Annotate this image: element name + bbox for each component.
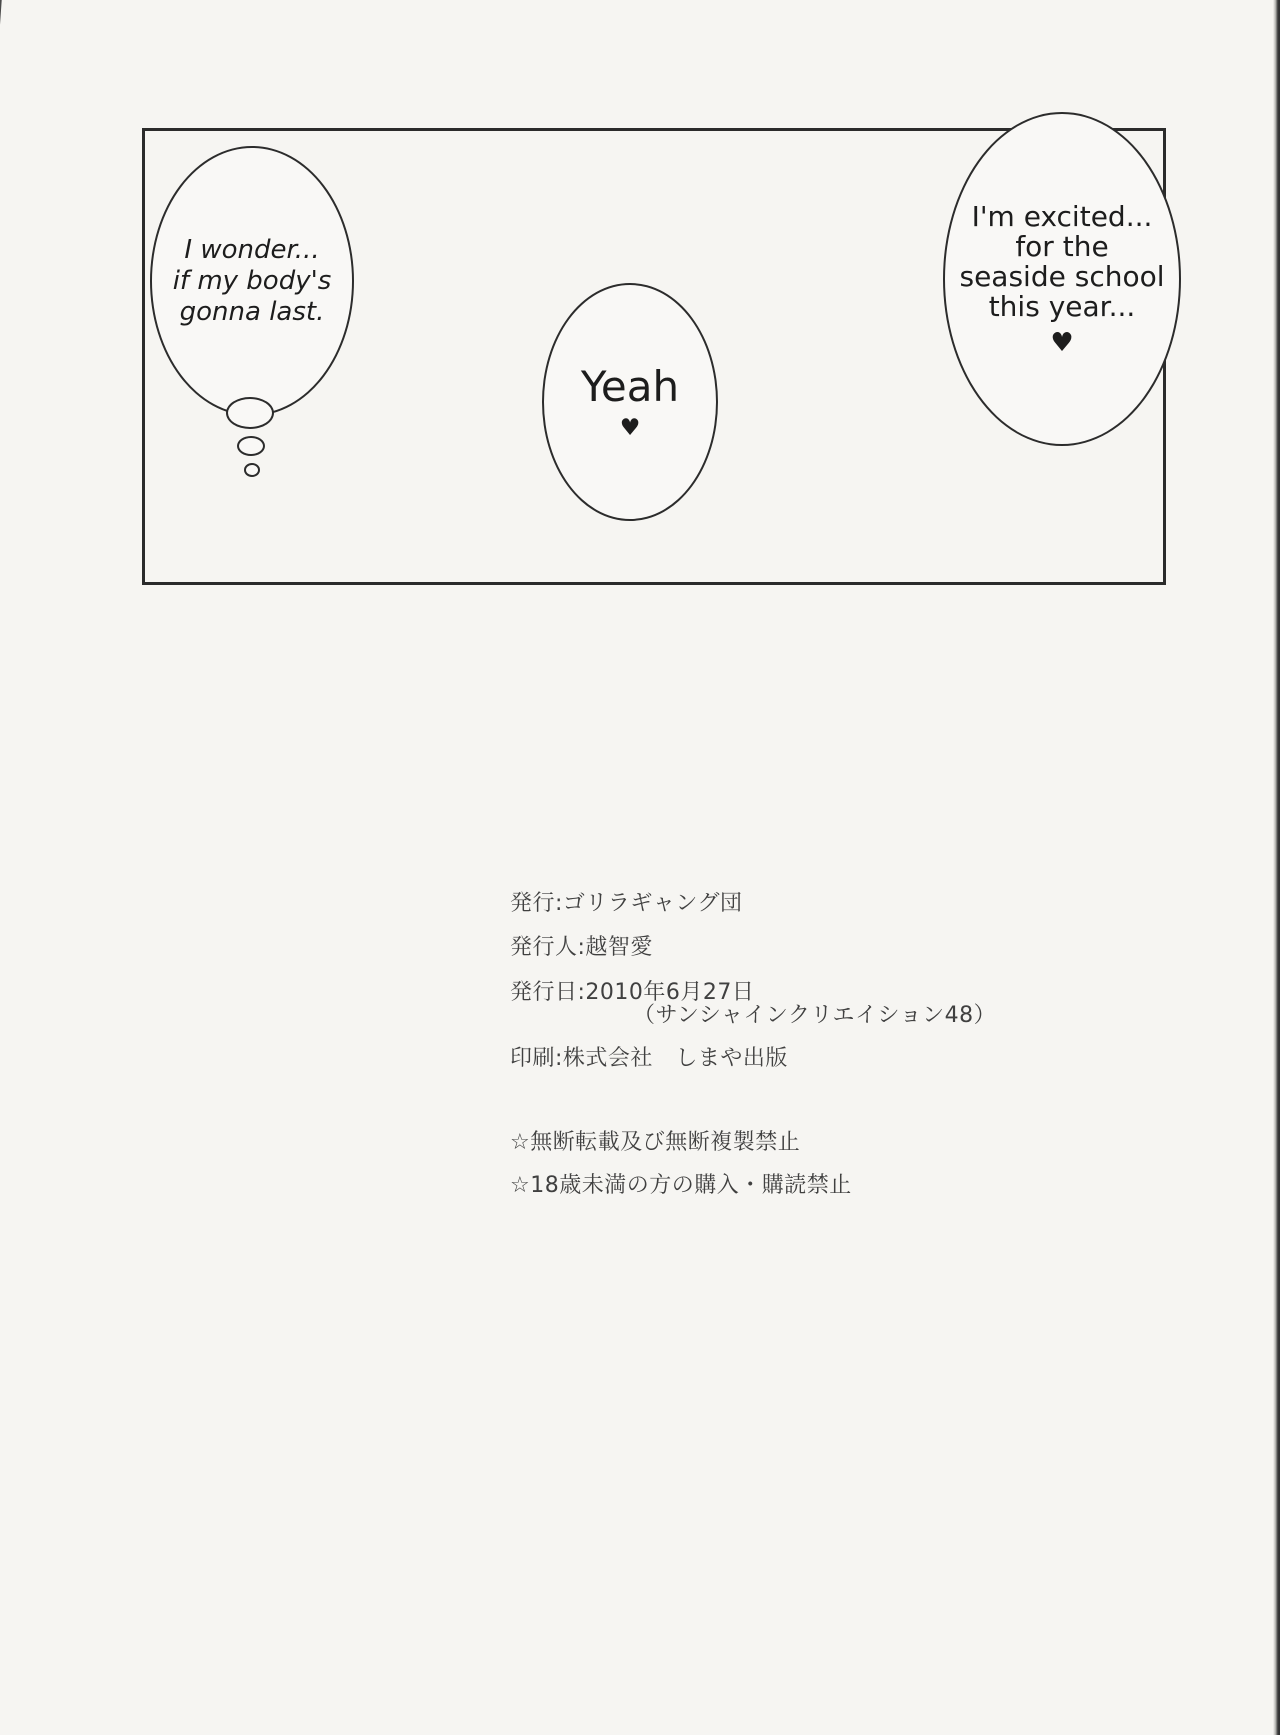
excited-bubble-line-1: I'm excited...	[971, 199, 1153, 233]
page-edge-shadow	[1273, 0, 1280, 1735]
excited-bubble-line-4: this year...	[988, 289, 1136, 323]
colophon-event: （サンシャインクリエイション48）	[633, 1003, 997, 1028]
excited-bubble-line-2: for the	[1015, 229, 1109, 263]
speech-bubble-excited	[943, 112, 1181, 446]
thought-trail-dot-small	[244, 463, 260, 477]
colophon-publisher-person: 発行人:越智愛	[510, 935, 653, 960]
thought-bubble-line-2: if my body's	[172, 265, 332, 296]
scan-artifact-corner	[0, 0, 2, 58]
thought-trail-dot-medium	[237, 436, 265, 456]
heart-icon: ♥	[619, 414, 641, 441]
thought-bubble	[150, 146, 354, 416]
thought-bubble-line-1: I wonder...	[184, 234, 320, 265]
speech-bubble-yeah	[542, 283, 718, 521]
thought-bubble-line-3: gonna last.	[179, 296, 325, 327]
colophon-notice-reprint: ☆無断転載及び無断複製禁止	[510, 1130, 801, 1155]
colophon-publisher: 発行:ゴリラギャング団	[510, 891, 743, 916]
thought-trail-dot-large	[226, 397, 274, 429]
colophon-publication-date: 発行日:2010年6月27日	[510, 980, 755, 1005]
colophon-printer: 印刷:株式会社 しまや出版	[510, 1046, 788, 1071]
yeah-text: Yeah	[580, 361, 680, 411]
excited-bubble-line-3: seaside school	[959, 259, 1165, 293]
heart-icon: ♥	[1050, 327, 1074, 358]
colophon-notice-age: ☆18歳未満の方の購入・購読禁止	[510, 1173, 852, 1198]
